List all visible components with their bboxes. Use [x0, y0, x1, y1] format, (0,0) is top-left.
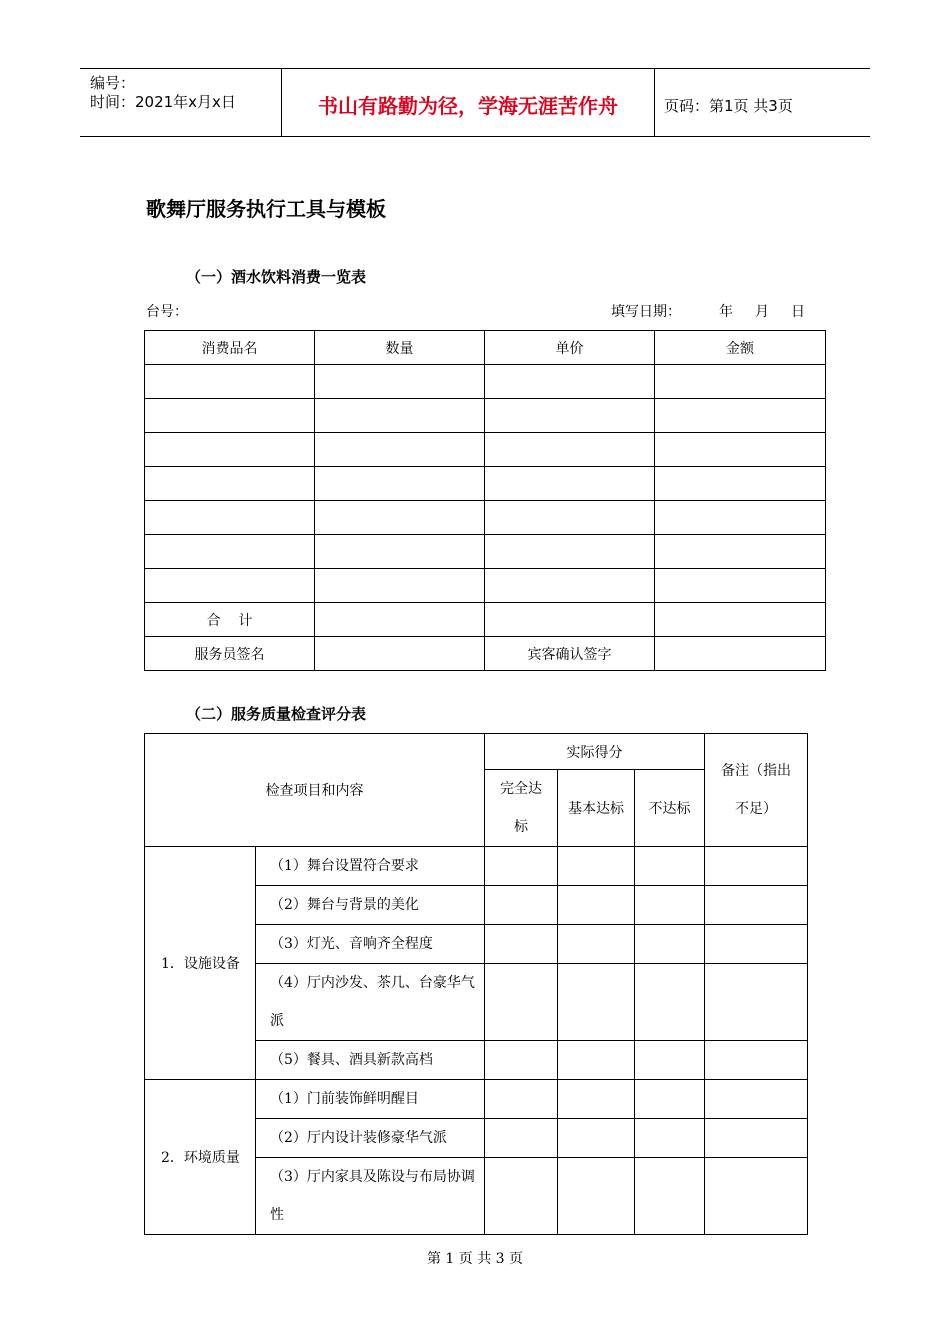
- cell[interactable]: [485, 535, 655, 569]
- cell[interactable]: [315, 501, 485, 535]
- date-day: 日: [791, 304, 805, 320]
- remark-cell[interactable]: [705, 1158, 808, 1235]
- cell[interactable]: [655, 467, 826, 501]
- score-cell[interactable]: [635, 925, 705, 964]
- score-cell[interactable]: [558, 925, 635, 964]
- cell[interactable]: [315, 433, 485, 467]
- cell[interactable]: [655, 535, 826, 569]
- score-cell[interactable]: [485, 1119, 558, 1158]
- cell[interactable]: [655, 433, 826, 467]
- col-header: 金额: [655, 331, 826, 365]
- cell[interactable]: [655, 365, 826, 399]
- total-row: [145, 603, 826, 637]
- cell[interactable]: [485, 603, 655, 637]
- score-cell[interactable]: [635, 1041, 705, 1080]
- page-footer: 第 1 页 共 3 页: [426, 1251, 524, 1267]
- table-row: [145, 535, 826, 569]
- remark-cell[interactable]: [705, 1119, 808, 1158]
- score-cell[interactable]: [635, 1080, 705, 1119]
- score-header: 实际得分: [485, 734, 705, 770]
- table-no-label: 台号：: [146, 304, 188, 320]
- cell[interactable]: [315, 467, 485, 501]
- cell[interactable]: [485, 501, 655, 535]
- waiter-sign-field[interactable]: [315, 637, 485, 671]
- score-col-fail: 不达标: [635, 770, 705, 847]
- table-row: [145, 847, 808, 886]
- check-item: （3）厅内家具及陈设与布局协调性: [256, 1158, 485, 1235]
- cell[interactable]: [655, 501, 826, 535]
- cell[interactable]: [145, 535, 315, 569]
- score-cell[interactable]: [635, 886, 705, 925]
- cell[interactable]: [315, 365, 485, 399]
- header-bottom-rule: [80, 136, 870, 137]
- score-cell[interactable]: [558, 886, 635, 925]
- score-cell[interactable]: [558, 847, 635, 886]
- signature-row: [145, 637, 826, 671]
- table-row: [145, 501, 826, 535]
- score-cell[interactable]: [485, 964, 558, 1041]
- cell[interactable]: [485, 399, 655, 433]
- score-cell[interactable]: [635, 847, 705, 886]
- score-cell[interactable]: [635, 1158, 705, 1235]
- cell[interactable]: [145, 399, 315, 433]
- cell[interactable]: [485, 569, 655, 603]
- remark-cell[interactable]: [705, 1080, 808, 1119]
- serial-label: 编号：: [90, 74, 136, 92]
- table-row: [145, 569, 826, 603]
- table-header-row: [145, 331, 826, 365]
- section2-title: （二）服务质量检查评分表: [186, 705, 367, 723]
- cell[interactable]: [655, 569, 826, 603]
- score-cell[interactable]: [558, 1158, 635, 1235]
- cell[interactable]: [655, 399, 826, 433]
- cell[interactable]: [145, 467, 315, 501]
- check-item: （1）舞台设置符合要求: [256, 847, 485, 886]
- item-header: 检查项目和内容: [145, 734, 485, 847]
- table-row: [145, 399, 826, 433]
- score-cell[interactable]: [635, 1119, 705, 1158]
- remark-cell[interactable]: [705, 847, 808, 886]
- cell[interactable]: [145, 433, 315, 467]
- col-header: 数量: [315, 331, 485, 365]
- page-title: 歌舞厅服务执行工具与模板: [146, 197, 386, 221]
- check-item: （3）灯光、音响齐全程度: [256, 925, 485, 964]
- cell[interactable]: [485, 467, 655, 501]
- score-cell[interactable]: [485, 847, 558, 886]
- guest-sign-field[interactable]: [655, 637, 826, 671]
- motto: 书山有路勤为径，学海无涯苦作舟: [318, 94, 618, 118]
- remark-cell[interactable]: [705, 1041, 808, 1080]
- time-label: 时间：2021年x月x日: [90, 93, 236, 111]
- category-environment: 2．环境质量: [145, 1080, 256, 1235]
- date-month: 月: [755, 304, 769, 320]
- remark-cell[interactable]: [705, 925, 808, 964]
- check-item: （4）厅内沙发、茶几、台豪华气派: [256, 964, 485, 1041]
- score-cell[interactable]: [558, 964, 635, 1041]
- fill-date-label: [611, 301, 805, 321]
- check-item: （5）餐具、酒具新款高档: [256, 1041, 485, 1080]
- category-facilities: 1．设施设备: [145, 847, 256, 1080]
- total-label: 合 计: [145, 603, 315, 637]
- waiter-sign-label: 服务员签名: [145, 637, 315, 671]
- cell[interactable]: [315, 535, 485, 569]
- table-row: [145, 433, 826, 467]
- guest-sign-label: 宾客确认签字: [485, 637, 655, 671]
- date-year: 年: [719, 304, 733, 320]
- score-cell[interactable]: [558, 1041, 635, 1080]
- score-cell[interactable]: [558, 1119, 635, 1158]
- score-col-basic: 基本达标: [558, 770, 635, 847]
- consumption-table: [144, 330, 826, 671]
- remark-cell[interactable]: [705, 886, 808, 925]
- page-code: 页码：第1页 共3页: [664, 97, 793, 115]
- table-row: [145, 1080, 808, 1119]
- table-row: [145, 467, 826, 501]
- score-col-full: 完全达标: [485, 770, 558, 847]
- cell[interactable]: [485, 433, 655, 467]
- remark-header: 备注（指出不足）: [705, 734, 808, 847]
- cell[interactable]: [315, 569, 485, 603]
- check-item: （2）厅内设计装修豪华气派: [256, 1119, 485, 1158]
- table-row: [145, 365, 826, 399]
- score-cell[interactable]: [485, 925, 558, 964]
- header-top-rule: [80, 68, 870, 69]
- col-header: 消费品名: [145, 331, 315, 365]
- score-cell[interactable]: [485, 886, 558, 925]
- header-divider-right: [654, 68, 655, 136]
- cell[interactable]: [485, 365, 655, 399]
- score-cell[interactable]: [485, 1080, 558, 1119]
- cell[interactable]: [315, 603, 485, 637]
- header-row: [145, 734, 808, 770]
- check-item: （2）舞台与背景的美化: [256, 886, 485, 925]
- date-label: 填写日期：: [611, 304, 681, 320]
- score-cell[interactable]: [558, 1080, 635, 1119]
- col-header: 单价: [485, 331, 655, 365]
- cell[interactable]: [145, 569, 315, 603]
- section1-title: （一）酒水饮料消费一览表: [186, 268, 367, 286]
- cell[interactable]: [145, 365, 315, 399]
- score-cell[interactable]: [485, 1041, 558, 1080]
- score-cell[interactable]: [485, 1158, 558, 1235]
- score-cell[interactable]: [635, 964, 705, 1041]
- check-item: （1）门前装饰鲜明醒目: [256, 1080, 485, 1119]
- quality-score-table: [144, 733, 808, 1235]
- cell[interactable]: [315, 399, 485, 433]
- cell[interactable]: [145, 501, 315, 535]
- cell[interactable]: [655, 603, 826, 637]
- remark-cell[interactable]: [705, 964, 808, 1041]
